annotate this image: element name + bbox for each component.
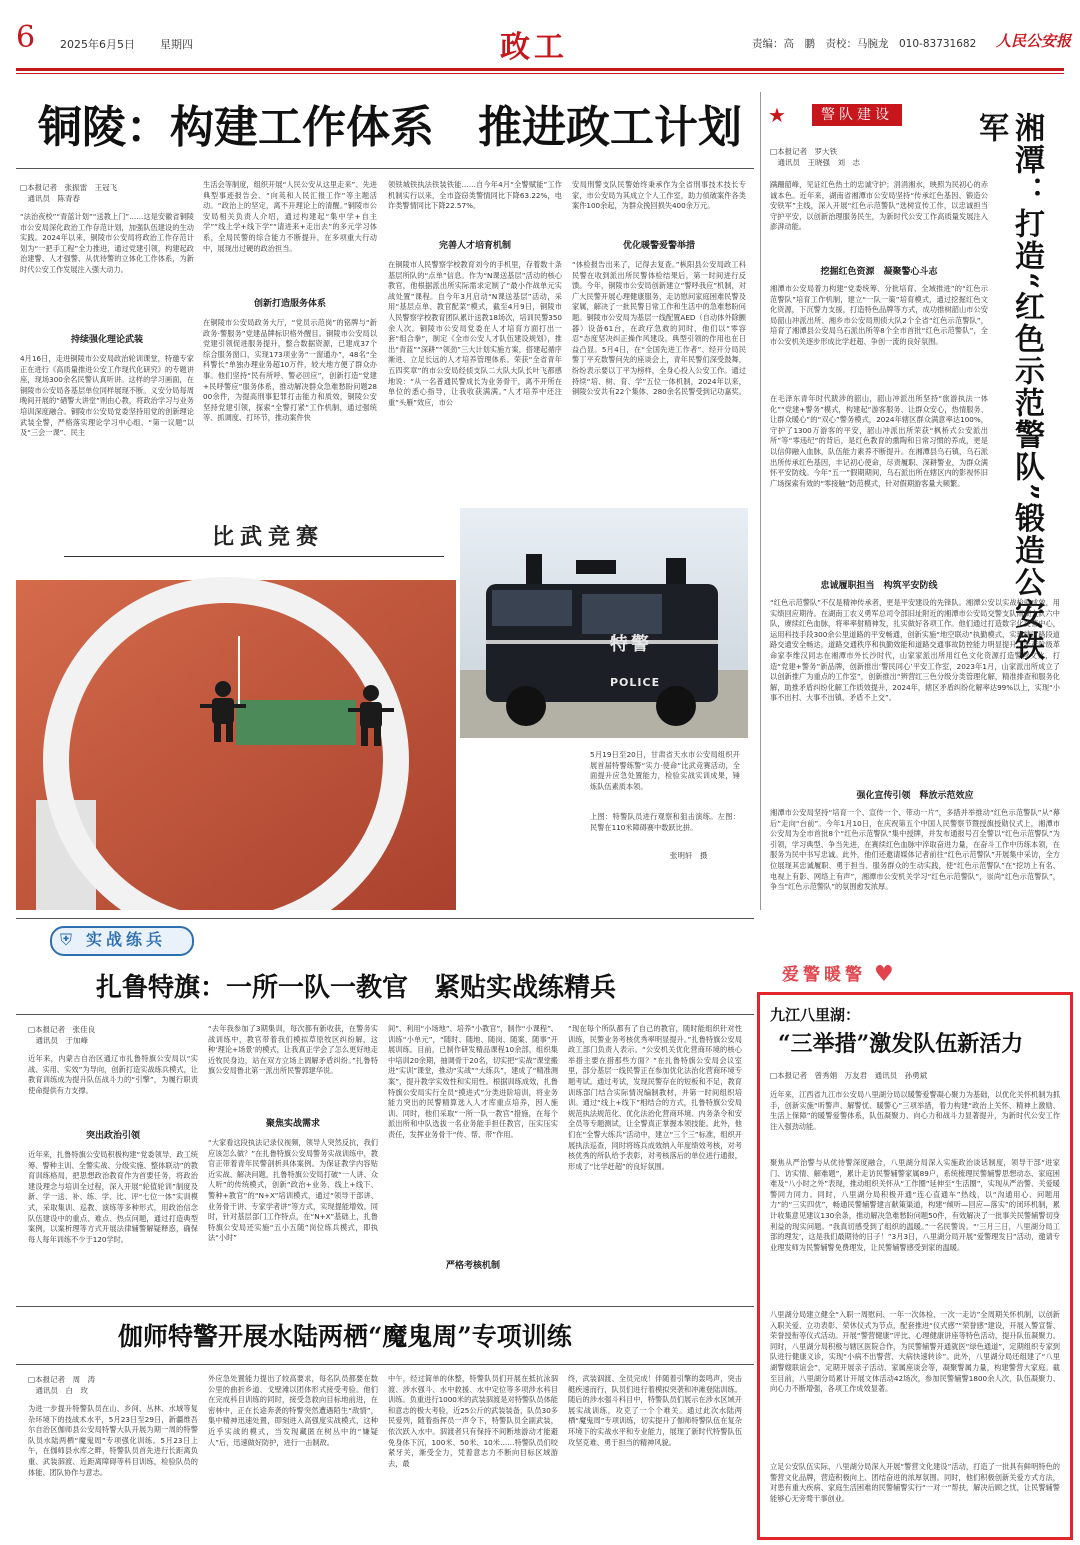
page-number: 6 bbox=[16, 20, 36, 55]
jiashi-headline: 伽师特警开展水陆两栖“魔鬼周”专项训练 bbox=[118, 1322, 572, 1351]
practice-rule bbox=[16, 1014, 754, 1015]
lead-subhead: 优化暖警爱警举措 bbox=[622, 241, 695, 251]
byline-line: 通讯员 于加峰 bbox=[28, 1036, 88, 1045]
shield-icon: ⛨ bbox=[60, 930, 73, 949]
xiangtan-subhead: 挖掘红色资源 凝聚警心斗志 bbox=[820, 267, 938, 277]
xiangtan-subhead: 强化宣传引领 释放示范效应 bbox=[856, 791, 974, 801]
xiangtan-text: 湘潭市公安局坚持“培育一个、宣传一个、带动一片”，多措并举推动“红色示范警队”从“幕后”走向“台前”。今年1月10日，在庆祝第五个中国人民警察节暨授旗授勋仪式上，湘潭市公安局为全市首批8个“红色示范警队”集中授牌，并发布通报号召全警以“红色示范警队”为引领，学习典型、争当先进，在赛续红色血脉中淬取奋进力量，在奋斗工作中历练本领，在服务为民中书写忠诚。此外，他们还邀请媒体记者前往“红色示范警队”开展集中采访，全方位展现其忠诚履职、勇于担当、服务群众的生动实践，使“红色示范警队”在“挖坊上有名、电视上有影、网络上有声”，湘潭市公安机关学习“红色示范警队”，崇尚“红色示范警队”，争当“红色示范警队”的氛围愈发浓厚。 bbox=[770, 808, 1060, 892]
byline-line: □本报记者 周 涛 bbox=[28, 1375, 96, 1384]
lead-rule bbox=[16, 168, 754, 169]
xiangtan-text: 在毛泽东青年时代跋涉的韶山，韶山冲派出所坚持“旅游执法一体化”“党建+警务”模式，构建起“游客服务、让群众安心，热情服务、让群众暖心”的“双心”警务模式，2024年辖区群众满意率达100%，守护了1300万游客的平安，韶山冲派出所荣获“枫桥式公安派出所”等“零违纪”的背后，是红色教育的熏陶和日常习惯的养成，更是以信仰融入血脉，队伍能力素养不断提升。在湘潭县乌石镇，乌石派出所传承红色基因，丰记初心使命，尽责履职、深耕警业，为群众满怀平安防线。今年“五一”假期期间，乌石派出所在辖区内的影视怀旧广场探索有效的“零接触”防范模式，针对假期游客量大频繁。 bbox=[770, 394, 988, 488]
practice-subhead: 严格考核机制 bbox=[445, 1261, 500, 1271]
jiashi-rule bbox=[16, 1364, 754, 1365]
love-text: 立足公安队伍实际，八里湖分局深入开展“警营文化建设”活动，打造了一批具有鲜明特色的警营文化品牌，营造积极向上、团结奋进的浓厚氛围。同时，他们积极创新关爱方式方法，对患有重大疾病、家庭生活困难的民警辅警实行“一对一”帮扶，解决后顾之忧，让民警辅警能够心无旁骛干事创业。 bbox=[770, 1462, 1060, 1503]
lead-subhead: 创新打造服务体系 bbox=[253, 299, 326, 309]
section-badge bbox=[768, 104, 928, 126]
paper-logo: 人民公安报 bbox=[996, 32, 1072, 50]
header-rule-thin bbox=[16, 73, 1064, 74]
lead-text: 领铁城铁执法铁装铁能……自今年4月“全警赋能”工作机制实行以来，全市盗窃类警情同比下降63.22%，电诈类警情同比下降22.57%。 bbox=[388, 180, 562, 211]
xiangtan-subhead: 忠诚履职担当 构筑平安防线 bbox=[820, 581, 938, 591]
header-rule bbox=[16, 68, 1064, 71]
lead-headline: 铜陵：构建工作体系 推进政工计划 bbox=[38, 102, 742, 153]
xiangtan-text: “红色示范警队”不仅是精神传承者，更是平安建设的先锋队。湘潭公安以实战检验成效，用实绩回应期待。在湖南工农义勇军总司令部旧址附近的湘潭市公安局交警支队雨湖大队六中队，赓续红色血脉，将率率射精神发，扎实做好各项工作。他们通过打造数字化交警中心，运用科技手段300余公里道路的平安畅通，创新实施“地空联动”执勤模式，实现辖区路段道路交通安全畅达，道路交通秩序和执勤效能和道路交通事故防控能力明显提升。无产阶级革命家李维汉同志在湘潭市外长沙时代，山家家派出所用红色文化资源打造警营文化，打造“党建+警务”新品牌，创新推出‘警民同心’平安工作室，2023年1月，山家派出所成立了以创新推广为重点的工作室”，创新推出“辨营红三色分级分类管理化解，精准排查和服务化解，助推矛盾纠纷化解工作质效提升，2024年，辖区矛盾纠纷化解率达99%以上，实现“小事不出村、大事不出镇、矛盾不上交”。 bbox=[770, 598, 1060, 703]
jiashi-text: 中午，经过简单的休整，特警队员们开展在抵抗泳泅渡、涉水强斗、水中救援、水中定位等多项涉水科目训练。负重进行1000米的武装泅渡是对特警队员体能和意志的极大考验，近25公斤的武装装备，队员30多民爱列，随着指挥员一声令下，特警队员全副武装，依次跃入水中。泅渡者只有保持不间断地游动才能避免身体下沉，100米、50米、10米……特警队员们咬紧牙关，渐受全力，凭着意志力不断向目标区域游去，最 bbox=[388, 1374, 558, 1468]
practice-text: “大家看这段执法记录仪视频，领导人突然反抗，我们应该怎么做？”在扎鲁特旗公安局警务实战训练中，教官正带着青年民警剖析具体案例。为保证教学内容贴近实战、解决问题，扎鲁特旗公安局打破“一人讲、众人听”的传统模式，创新“政治+业务、线上+线下、警种+教官”的“N+X”培训模式，通过“领导干部讲、业务骨干讲、专家学者讲”等方式，实现提能增效。同时，针对基层部门工作特点，在“N+X”基础上，扎鲁特旗公安局还实施“五小五随”岗位练兵模式，即执法“小时” bbox=[208, 1138, 378, 1243]
practice-badge bbox=[50, 926, 194, 956]
love-headline: “三举措”激发队伍新活力 bbox=[778, 1031, 1024, 1057]
byline-line: □本报记者 罗大铁 bbox=[770, 147, 838, 156]
love-badge bbox=[770, 962, 920, 988]
section-rule bbox=[16, 1306, 754, 1307]
lead-intro: “法治夜校”“青蓝计划”“送教上门”……这是安徽省铜陵市公安局深化政治工作存范计划，加强队伍建设的生动实践。2024年以来，铜陵市公安局将政治工作存范计划为“一把手工程”全力推进，通过党建引领，构建起政治建警、人才强警、从优待警的立体化工作体系，为新时代公安工作发展注入强大动力。 bbox=[20, 212, 194, 274]
photo-caption: 5月19日至20日，甘肃省天水市公安局组织开展首届特警练警“实力·使命”比武竞赛活动，全面提升应急处置能力，检验实战实训成果，锤炼队伍素质本领。 bbox=[590, 750, 740, 791]
lead-text: 在铜陵市公安局政务大厅，“党员示范岗”的铭牌与“新政务·警服务”党建品牌标识格外醒目。铜陵市公安局以党建引领促进服务提升，整合数据资源，已建成37个综合服务窗口，实现173项业务“一窗通办”，48名“全科警长”单独办理业务超10万件，较大地方便了群众办事。他们坚持“民有所呼、警必回应”，创新打造“党建+民呼警应”服务体系，推动解决群众急难愁盼问题2800余件，为提高刑事犯罪打击能力和质效，铜陵公安坚持党建引领，探索“全警打紧”工作机制，通过强统等、抓调度、打环节，推动案件快 bbox=[203, 318, 377, 423]
lead-subhead: 持续强化理论武装 bbox=[70, 335, 143, 345]
practice-text: 近年来，内蒙古自治区通辽市扎鲁特旗公安局以“实战、实用、实效”为导向，创新打造实战练兵模式，让教育训练成为提升队伍战斗力的“引擎”，为履行职责使命提供有力支撑。 bbox=[28, 1054, 198, 1095]
jiashi-text: 终，武装泅渡、全员完成！伴随着引擎的轰鸣声，突击艇疾速而行，队员们进行着模拟突袭和冲滩登陆训练。随后的涉水强斗科目中，特警队员们展示在涉水区域开展实战训练，攻克了一个个难关。通过此次水陆两栖“魔鬼周”专项训练，切实提升了伽师特警队伍在复杂环境下的实战水平和专业能力，展现了新时代特警队伍攻坚克难、勇于担当的精神风貌。 bbox=[568, 1374, 742, 1447]
lead-text: “体检报告出来了，记得去复查。”枞阳县公安局政工科民警在收到派出所民警体检结果后，第一时间进行反馈。今年，铜陵市公安局创新建立“警呼我应”机制，对广大民警开展心理健康服务，走访慰问家庭困难民警及家属，解决了一批民警日常工作和生活中的急难愁盼问题。铜陵市公安局为基层一线配置AED（自动体外除颤器）设备61台，在政疗急救的同时，他们以“零容忍”态度坚决纠正操作风建设。典型引领的作用也在日益凸显。5月4日，在“全国先进工作者”、经开分局民警丁平充数警问先的座谈会上，青年民警们深受鼓舞，纷纷表示要以丁平为榜样，全身心投入公安工作。通过持续“培、树、育、学”五位一体机制，2024年以来，铜陵公安共有22个集体、280余名民警受到记功嘉奖。 bbox=[572, 260, 746, 397]
xiangtan-byline bbox=[770, 146, 980, 168]
lead-text: 4月16日，走进铜陵市公安局政治轮训课堂，特邀专家正在进行《高质量推进公安工作现代化研究》的专题讲座，现场300余名民警认真听讲。这样的学习画面，在铜陵市公安局各基层单位同样展现不断。义安分局每周晚间开展的“硒警大讲堂”则由心教，将政治学习与业务培训深度融合。铜陵市公安局党委坚持用党的创新理论武装全警，严格落实理论学习中心组、“第一议题”以及“三会一课”、民主 bbox=[20, 354, 194, 438]
photo-caption: 上图：特警队员进行观察和狙击演练。左图：民警在110米障碍赛中数跃比拼。 bbox=[590, 812, 740, 832]
editor-info: 责编：高 鹏 责校：马腕龙 010-83731682 bbox=[752, 38, 977, 50]
jiashi-text: 为进一步提升特警队员在山、乡间、丛林、水域等复杂环境下的技战术水平，5月23日至29日，新疆维吾尔自治区伽师县公安局特警大队开展为期一周的特警队员水陆两栖“魔鬼周”专项强化训练。5月23日上午，在伽师县水库之畔，特警队员首先进行长距离负重、武装泅渡、近距离障碍等科目训练，检验队员的体能、团队协作与意志。 bbox=[28, 1404, 198, 1477]
section-title: 政工 bbox=[500, 30, 568, 65]
practice-subhead: 突出政治引领 bbox=[85, 1131, 140, 1141]
love-byline: □本报记者 曾秀娟 万友君 通讯员 孙勇斌 bbox=[770, 1071, 928, 1080]
lead-byline bbox=[20, 182, 200, 204]
practice-text: “现在每个所队都有了自己的教官，随时能组织针对性训练，民警业务考核优秀率明显提升。”扎鲁特旗公安局政工部门负责人表示。“公安机关优化营商环境的核心举措主要在措那些方面？”在扎鲁特旗公安局会议室里，部分基层一线民警正在参加优化法治化营商环境专题考试。通过考试，发现民警存在的短板和不足，教育训练部门结合实际情况编制教材，并第一时间组织培训。通过“线上+线下”相结合的方式，扎鲁特旗公安局规范执法规范化、优化法治化营商环境、内务条令和安全员等专题测试，让全警真正掌握本领技能。此外，他们在“全警大练兵”活动中，建立“三个三”标准，组织开展执法巡查，同时将练兵成效纳入年度绩效考核，对考核优秀的所队给予表彰，对考核落后的单位进行通报，形成了“比学赶超”的良好氛围。 bbox=[568, 1024, 742, 1171]
love-text: 八里湖分局建立健全“入职一周慰问、一年一次体检、一次一走访”全周期关怀机制，以创新入职关爱、立功表彰、荣休仪式为节点，配套推进“仪式感”“荣誉感”建设，开展入警宣誓、荣誉授衔等仪式活动。开展“警营健康”评比、心理健康讲座等特色活动，提升队伍凝聚力。同时，八里湖分局积极与辖区医院合作，为民警辅警开通就医“绿色通道”，定期组织专家到队进行健康义诊，实现“小病不出警营、大病快速转诊”。此外，八里湖分局还组建了“八里湖警嫂联谊会”，定期开展亲子活动、家属座谈会等，凝聚警属力量，构建警营大家庭。截至目前，八里湖分局累计开展文体活动42场次，参加民警辅警1800余人次，队伍凝聚力、向心力不断增强，各项工作成效显著。 bbox=[770, 1310, 1060, 1394]
byline-line: 通讯员 陈青春 bbox=[20, 194, 80, 203]
photo-block bbox=[16, 500, 754, 910]
photo-illustration bbox=[16, 500, 754, 910]
love-text: 聚焦从严治警与从优待警深度融合，八里湖分局深入实施政治谈话制度，领导干部“进家门、访实情、解难题”，累计走访民警辅警家属89户，系统梳理民警辅警思想动态、家庭困难及“八小时之外”表现，推动组织关怀从“工作圈”延伸至“生活圈”，实现从严治警、关爱暖警同力同力。同时，八里湖分局积极开通“连心直通车”热线，以“沟通用心、问题用力”的“三实四优”，畅通民警辅警建言献策渠道，构建“倾听—回应—落实”的闭环机制，累计收集意见建议130余条，推动解决急难愁盼问题50件，有效解决了一批事关民警辅警切身利益的现实问题。“我真切感受到了组织的温暖。”一名民警说。“‘三月三日，八里湖分局工部的理发’，这是我们最期待的日子！”3月3日，八里湖分局开展“爱警理发日”活动，邀请专业理发师为民警辅警免费理发，让民警辅警感受到家的温暖。 bbox=[770, 1158, 1060, 1252]
star-icon: ★ bbox=[768, 103, 786, 127]
police-text: POLICE bbox=[610, 676, 661, 689]
issue-weekday: 星期四 bbox=[160, 38, 193, 51]
practice-text: “去年我参加了3期集训，每次都有新收获，在警务实战训练中，教官带着我们模拟草原牧区纠纷解，这种‘理论+场景’的模式，让我真正学会了怎么更好地走近牧民身边，站在双方立场上调解矛盾纠纷。”扎鲁特旗公安局鲁北第一派出所民警郭建华说。 bbox=[208, 1024, 378, 1076]
jiashi-text: 外应急处置能力提出了较高要求，每名队员都要在数公里的曲折乡道、戈壁滩以团体形式接受考验。他们在完成科目训练的同时，接受急救向目标地前进，在密林中，正在长途奔袭的特警突然遭遇陌生“敌情”，集中精神迅速处置，即刻进入高强度实战模式，这种近乎实战的模式，当发现藏匿在树丛中的“嫌疑人”后，迅速做好防护，进行一击制敌。 bbox=[208, 1374, 378, 1447]
lead-text: 安局刑警支队民警始终秉承作为全省刑事技术技长专家，市公安局为其成立个人工作室，助力侦破案件各类案件100余起，为群众挽回损失400余万元。 bbox=[572, 180, 746, 211]
byline-line: □本报记者 张振雷 王冠飞 bbox=[20, 183, 118, 192]
badge-label: 实战练兵 bbox=[86, 930, 167, 949]
lead-text: 生活会等制度，组织开展“人民公安从这里走来”、先进典型事迹报告会、“向英和人民汇报工作”等主题活动。“政治上的坚定，离不开理论上的清醒。”铜陵市公安局相关负责人介绍，通过构建起“集中学+自主学”“线上学+线下学”“请进来+走出去”的多元学习体系，全局民警的综合能力不断提升，在多项重大行动中，展现出过硬的政治担当。 bbox=[203, 180, 377, 253]
practice-text: 间”、利用“小场地”、培养“小教官”，制作“小课程”、训练“小单元”，“随时、随地、随岗、随案、随事”开展训练。目前，已制作研发精品课程10余部，组织集中培训20余期，抽调骨干20名，切实把“实战”课堂搬进“实训”课堂，推动“实战”“大练兵”，建成了“精准测案”，提升教学实效性和实用性。根据训练成效，扎鲁特旗公安局实行全员“摸进式”分类进阶培训，将业务能力突出的民警精算选入人才库重点培养，因人施训、同时，他们采取“一所一队一教官”措施，在每个派出所和中队选拔一名业务能手担任教官，压实压实责任，发挥业务骨干“传、帮、带”作用。 bbox=[388, 1024, 558, 1139]
badge-label: 警队建设 bbox=[812, 104, 902, 126]
photo-credit: 张明轩 摄 bbox=[670, 851, 708, 860]
love-kicker: 九江八里湖： bbox=[770, 1006, 861, 1024]
byline-line: □本报记者 张佳良 bbox=[28, 1025, 96, 1034]
practice-headline: 扎鲁特旗：一所一队一教官 紧贴实战练精兵 bbox=[96, 973, 617, 1003]
section-rule bbox=[16, 918, 754, 919]
column-divider bbox=[760, 92, 761, 910]
practice-text: 近年来，扎鲁特旗公安局积极构建“党委领导、政工统筹、警种主训、全警实战、分级实施、整体联动”的教育训练格局，把思想政治教育作为首要任务，将政治建设理念与培训全过程，深入开展“轮值轮训”制度及新、学一送、补、练、学、比、评“七位一体”实训模式，采取集训、巡教、演练等多种形式，用政治信念队伍建设中的重点、难点、热点问题，通过打造典型案例，以案析理等方式开展法律辅警解疑释惑，确保每人每年训练不少于120学时。 bbox=[28, 1150, 198, 1244]
practice-subhead: 聚焦实战需求 bbox=[265, 1119, 320, 1129]
jiashi-byline bbox=[28, 1374, 198, 1396]
photo-tag-underline bbox=[64, 556, 444, 557]
xiangtan-text: 蹒跚韶峰，见证红色热土的忠诚守护；涓涓湘水，映照为民初心的赤诚本色。近年来，湖南省湘潭市公安局坚持“传承红色基因、锻造公安铁军”主线，深入开展“红色示范警队”选树宣传工作，以忠诚担当守护平安，以创新治理服务民生，为新时代公安工作高质量发展注入澎湃动能。 bbox=[770, 180, 988, 232]
love-text: 近年来，江西省九江市公安局八里湖分局以暖警爱警凝心聚力为基础，以优化关怀机制为抓手，创新实施“听警声、解警忧、暖警心”三项举措，着力构建“政治上关怀、精神上激励、生活上保障”的暖警爱警体系，队伍凝聚力、向心力和战斗力显著提升，为新时代公安工作注入强劲动能。 bbox=[770, 1090, 1060, 1131]
byline-line: 通讯员 王晓强 刘 志 bbox=[770, 158, 860, 167]
heart-icon: ♥ bbox=[874, 962, 894, 987]
byline-line: 通讯员 白 玫 bbox=[28, 1386, 88, 1395]
lead-subhead: 完善人才培育机制 bbox=[438, 241, 511, 251]
practice-byline bbox=[28, 1024, 198, 1046]
lead-text: 在铜陵市人民警察学校教育刘今的手机里，存着数十条基层所队的“点单”信息。作为“N课送基层”活动的核心教官，他根据派出所实际需求定制了“最小作战单元实战处置”课程。自今年3月启动“N课送基层”活动，采用“基层点单、教官配菜”模式，截至4月9日，铜陵市人民警察学校教育团队累计送教18场次，培训民警350余人次。铜陵市公安局党委在人才培育方面打出一套“组合拳”，制定《全市公安人才队伍建设规划》，推出“青蓝”“深耕”“领劲”三大计划实施方案，搭建起循序渐进、立足长远的人才培养管理体系。荣获“全省青年五四奖章”的市公安局经侦支队二大队大队长叶飞都感地说：“从一名普通民警成长为业务骨干，离不开所在单位的悉心指导，让我收获满满。”人才培养中还注重“头雁”效应，市公 bbox=[388, 260, 562, 407]
xiangtan-text: 湘潭市公安局着力构建“党委统筹、分批培育、全域推进”的“红色示范警队”培育工作机制，建立“一队一策”培育模式，通过挖掘红色文化资源，下沉警力支援，打造特色品牌等方式，成功推树韶山市公安局韶山冲派出所、湘乡市公安局刑侦大队2个全省“红色示范警队”，培育了湘潭县公安局乌石派出所等8个全市首批“红色示范警队”，全市公安机关逐步形成比学赶超、争创一流的良好氛围。 bbox=[770, 284, 988, 346]
plate-text: 特警 bbox=[610, 634, 652, 655]
xiangtan-headline: 湘潭：打造“红色示范警队”锻造公安铁军 bbox=[973, 112, 1044, 663]
badge-label: 爱警暖警 bbox=[782, 965, 866, 985]
issue-date: 2025年6月5日 bbox=[60, 38, 135, 51]
photo-tag: 比武竞赛 bbox=[212, 524, 325, 550]
